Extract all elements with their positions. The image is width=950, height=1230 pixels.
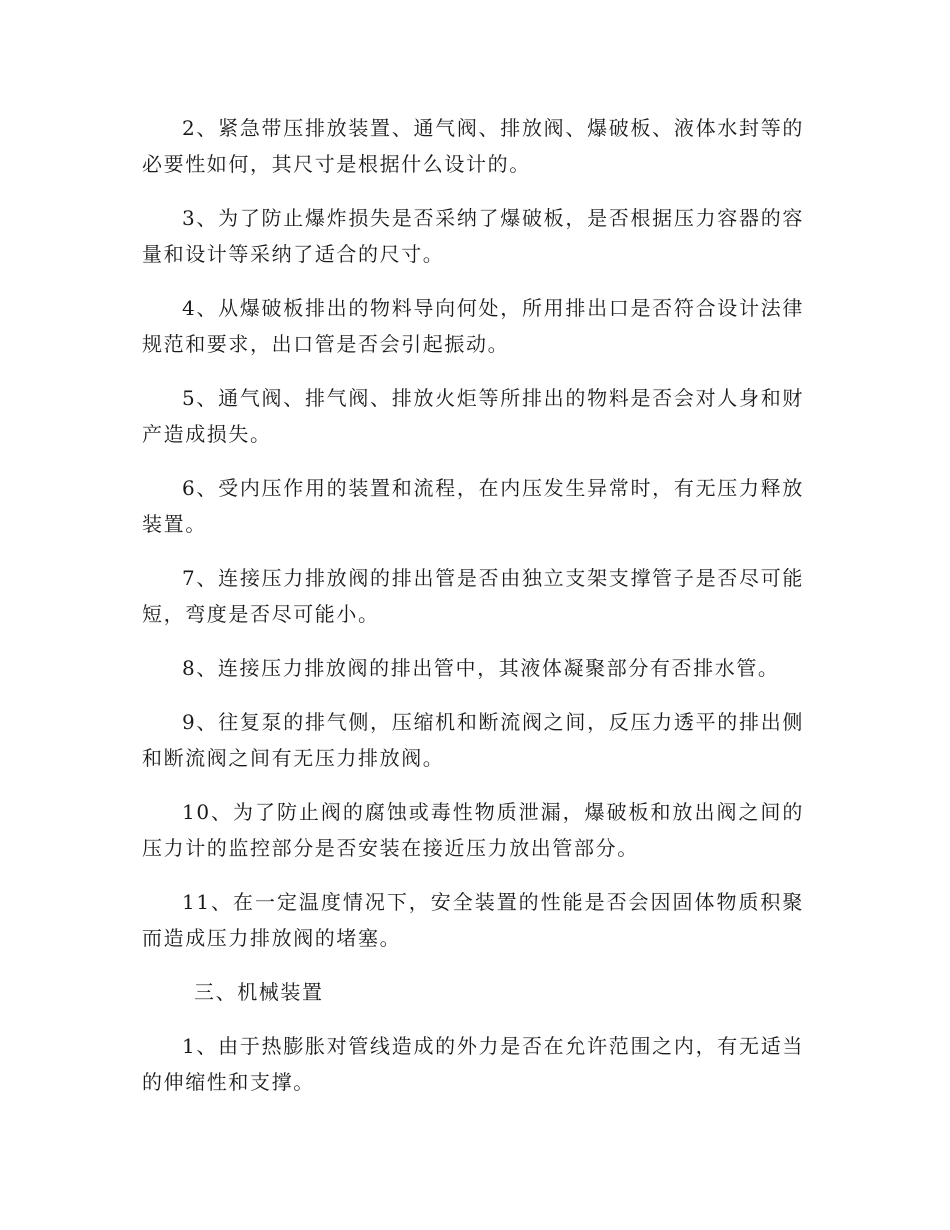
document-page	[142, 110, 804, 1118]
section-heading: 三、机械装置	[194, 980, 324, 1004]
paragraph-mechanical-1: 1、由于热膨胀对管线造成的外力是否在允许范围之内，有无适当的伸缩性和支撑。	[142, 1034, 804, 1094]
paragraph-item-6: 6、受内压作用的装置和流程，在内压发生异常时，有无压力释放装置。	[142, 476, 804, 536]
paragraph-item-5: 5、通气阀、排气阀、排放火炬等所排出的物料是否会对人身和财产造成损失。	[142, 386, 804, 446]
paragraph-item-4: 4、从爆破板排出的物料导向何处，所用排出口是否符合设计法律规范和要求，出口管是否会引起振动。	[142, 296, 804, 356]
paragraph-item-11: 11、在一定温度情况下，安全装置的性能是否会因固体物质积聚而造成压力排放阀的堵塞。	[142, 890, 804, 950]
paragraph-item-9: 9、往复泵的排气侧，压缩机和断流阀之间，反压力透平的排出侧和断流阀之间有无压力排放阀。	[142, 710, 804, 770]
paragraph-item-8: 8、连接压力排放阀的排出管中，其液体凝聚部分有否排水管。	[182, 656, 780, 680]
paragraph-item-3: 3、为了防止爆炸损失是否采纳了爆破板，是否根据压力容器的容量和设计等采纳了适合的尺寸。	[142, 206, 804, 266]
paragraph-item-2: 2、紧急带压排放装置、通气阀、排放阀、爆破板、液体水封等的必要性如何，其尺寸是根据什么设计的。	[142, 116, 804, 176]
paragraph-item-10: 10、为了防止阀的腐蚀或毒性物质泄漏，爆破板和放出阀之间的压力计的监控部分是否安装在接近压力放出管部分。	[142, 800, 804, 860]
paragraph-item-7: 7、连接压力排放阀的排出管是否由独立支架支撑管子是否尽可能短，弯度是否尽可能小。	[142, 566, 804, 626]
